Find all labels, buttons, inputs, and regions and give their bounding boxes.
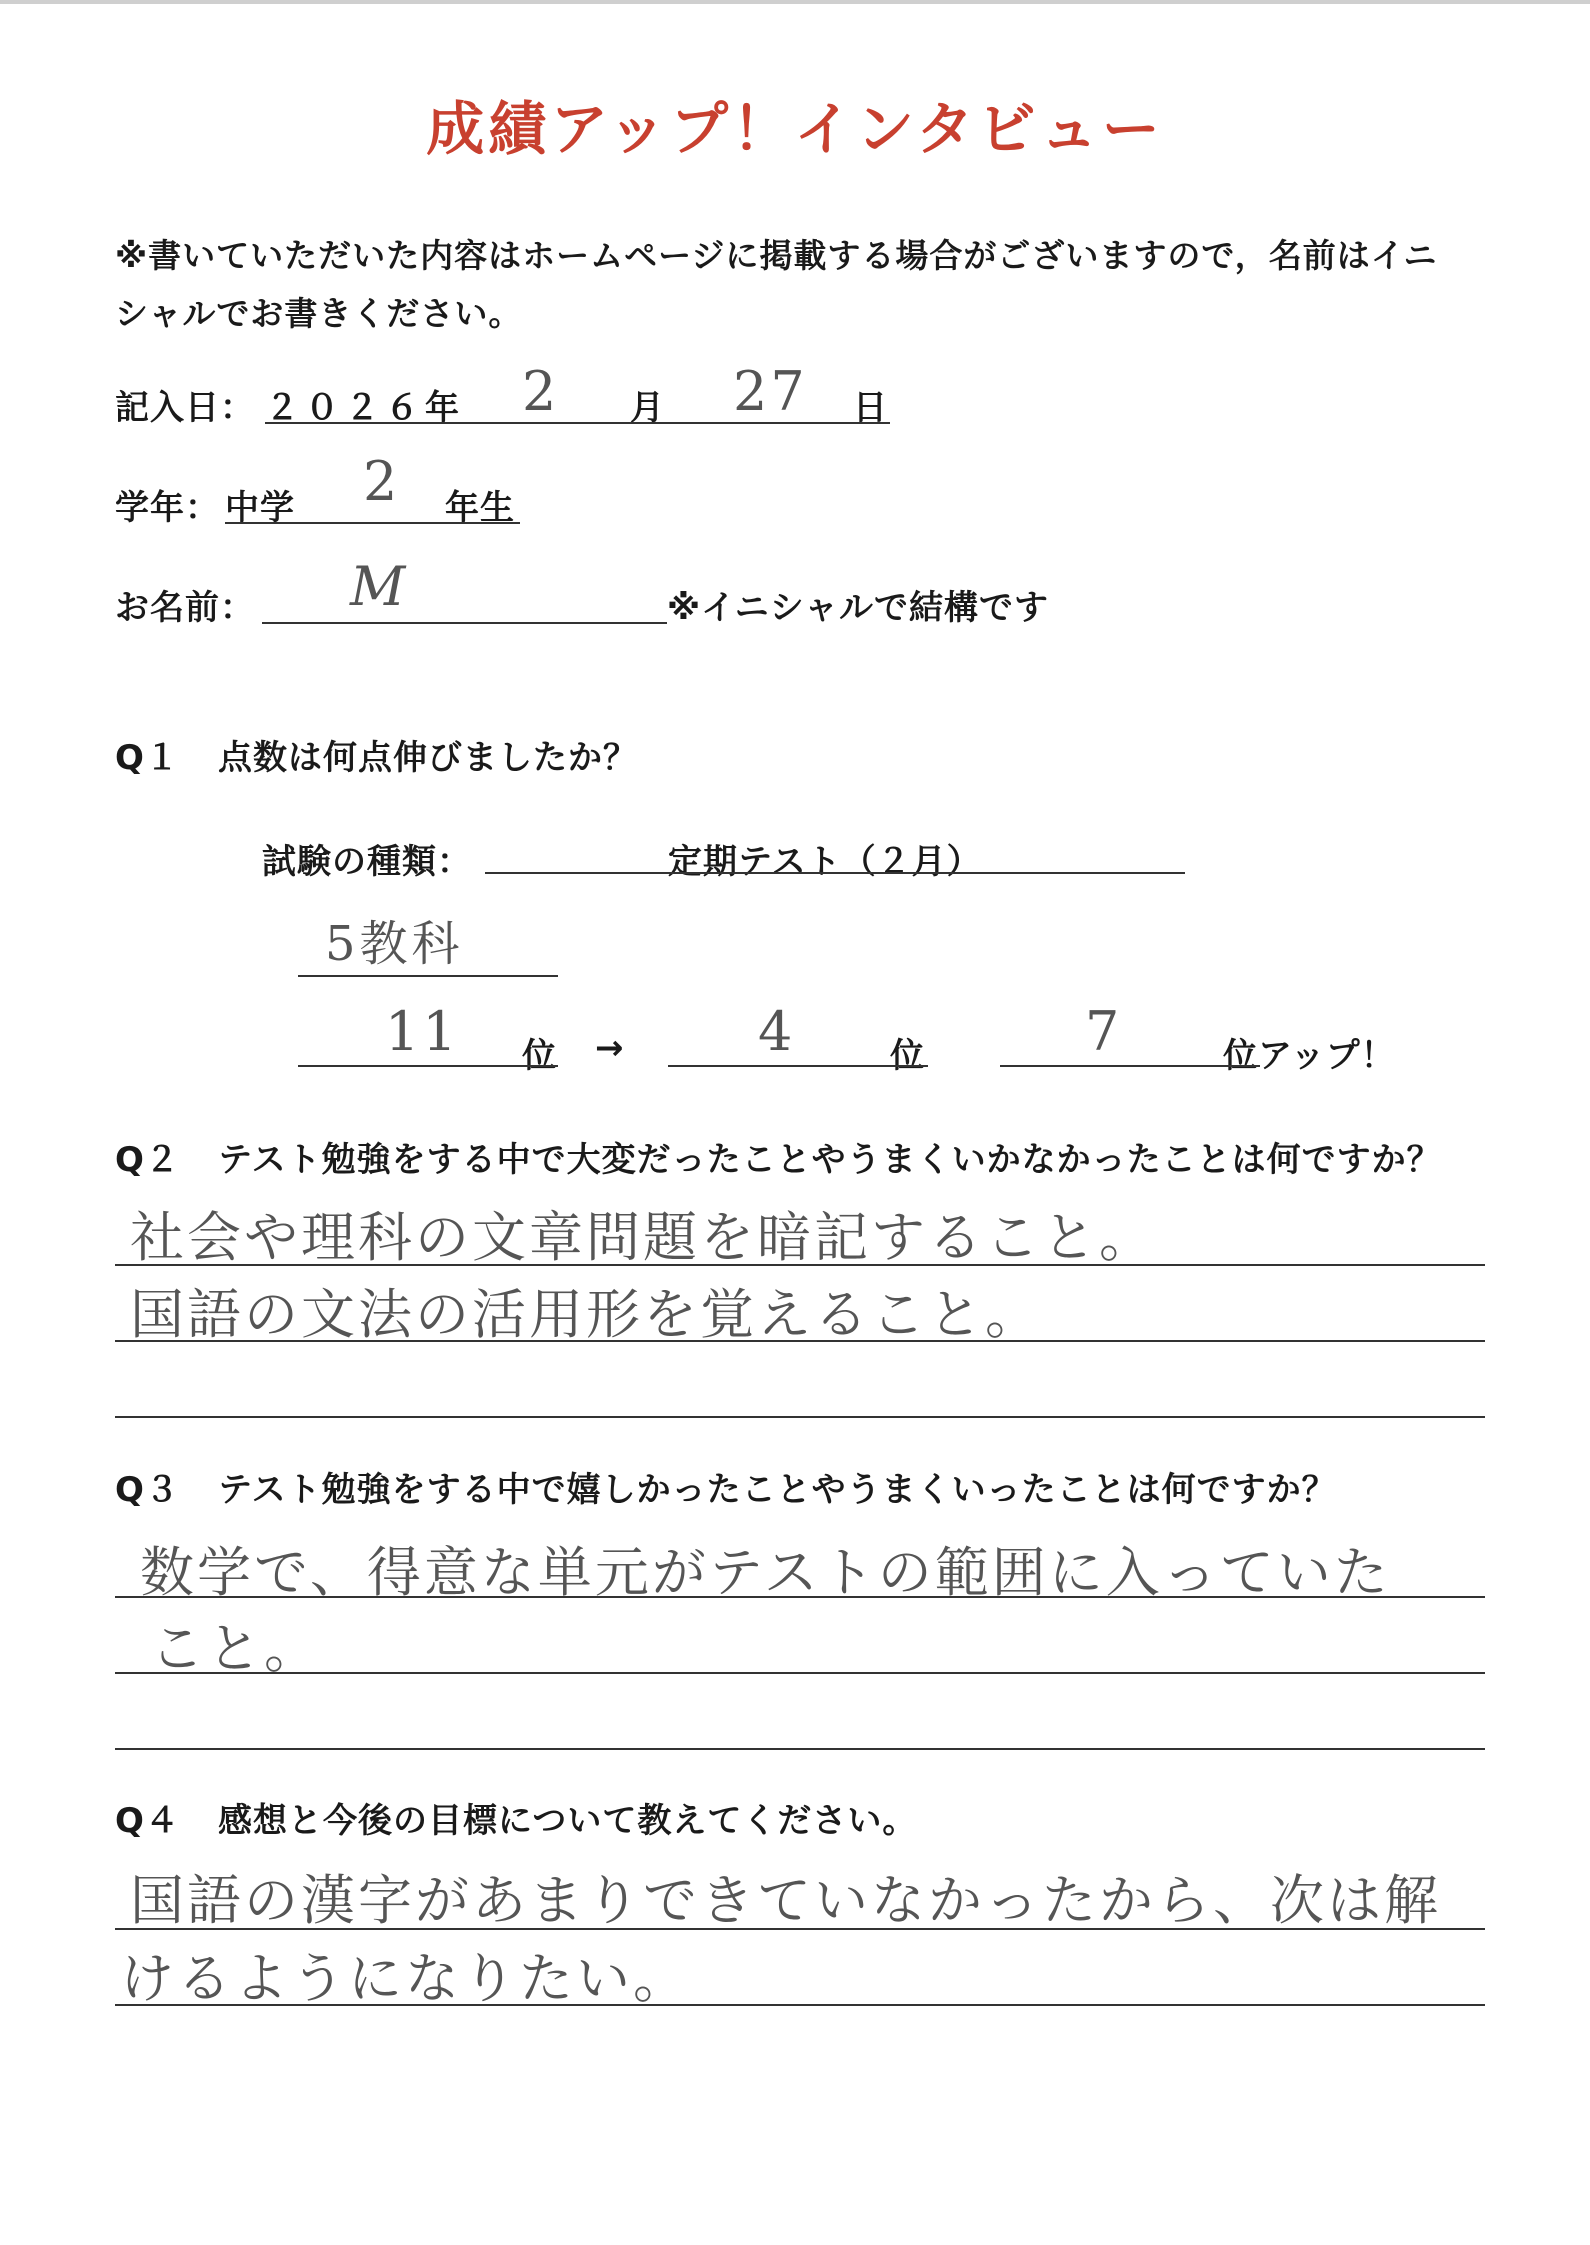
date-month-value[interactable]: 2: [522, 360, 560, 423]
q4-question: 感想と今後の目標について教えてください。: [218, 1801, 918, 1841]
date-label: 記入日：: [115, 388, 255, 428]
date-year: ２０２６年: [265, 388, 465, 428]
rank-before-underline: [298, 1065, 558, 1067]
rank-up-underline: [1000, 1065, 1260, 1067]
date-day-value[interactable]: 27: [733, 360, 808, 423]
q2-answer-rule-3: [115, 1416, 1485, 1418]
exam-type-label: 試験の種類：: [262, 842, 472, 882]
q2-number: Q２: [115, 1140, 180, 1180]
exam-type-underline: [485, 872, 1185, 874]
grade-value[interactable]: 2: [363, 450, 401, 513]
q3-number: Q３: [115, 1470, 180, 1510]
name-note: ※イニシャルで結構です: [667, 588, 1050, 628]
q4-answer-line-2[interactable]: けるようになりたい。: [120, 1947, 690, 2010]
date-month-label: 月: [630, 388, 665, 428]
q4-number: Q４: [115, 1801, 180, 1841]
name-underline: [262, 622, 667, 624]
q4-answer-rule-2: [115, 2004, 1485, 2006]
notice-line-1: ※書いていただいた内容はホームページに掲載する場合がございますので，名前はイニ: [115, 236, 1438, 275]
q4-answer-line-1[interactable]: 国語の漢字があまりできていなかったから、次は解: [130, 1869, 1441, 1932]
subject-underline: [298, 975, 558, 977]
q4-answer-rule-1: [115, 1928, 1485, 1930]
q3-answer-rule-2: [115, 1672, 1485, 1674]
q3-question: テスト勉強をする中で嬉しかったことやうまくいったことは何ですか？: [218, 1470, 1337, 1510]
q1-number: Q１: [115, 738, 180, 778]
rank-after-underline: [668, 1065, 928, 1067]
rank-up-label: 位アップ！: [1223, 1036, 1396, 1076]
q3-answer-line-1[interactable]: 数学で、得意な単元がテストの範囲に入っていた: [140, 1541, 1391, 1604]
name-value[interactable]: M: [350, 555, 409, 618]
rank-before[interactable]: 11: [385, 1000, 460, 1063]
rank-after[interactable]: 4: [758, 1000, 796, 1063]
page-title: 成績アップ！インタビュー: [426, 95, 1164, 163]
q2-answer-rule-2: [115, 1340, 1485, 1342]
grade-suffix: 年生: [445, 488, 515, 528]
grade-underline: [225, 522, 520, 524]
q2-answer-line-2[interactable]: 国語の文法の活用形を覚えること。: [130, 1283, 1042, 1346]
rank-before-label: 位: [522, 1036, 557, 1076]
q3-answer-rule-3: [115, 1748, 1485, 1750]
scan-top-edge: [0, 0, 1590, 4]
notice-line-2: シャルでお書きください。: [115, 294, 523, 333]
q3-answer-rule-1: [115, 1596, 1485, 1598]
rank-after-label: 位: [890, 1036, 925, 1076]
grade-prefix: 中学: [225, 488, 295, 528]
exam-type-value: 定期テスト（２月）: [668, 842, 982, 882]
rank-up-value[interactable]: 7: [1085, 1000, 1123, 1063]
q2-question: テスト勉強をする中で大変だったことやうまくいかなかったことは何ですか？: [218, 1140, 1442, 1180]
name-label: お名前：: [115, 588, 255, 628]
grade-label: 学年：: [115, 488, 220, 528]
q1-subject[interactable]: 5教科: [325, 916, 464, 972]
q1-question: 点数は何点伸びましたか？: [218, 738, 638, 778]
q2-answer-line-1[interactable]: 社会や理科の文章問題を暗記すること。: [130, 1206, 1156, 1269]
q2-answer-rule-1: [115, 1264, 1485, 1266]
q3-answer-line-2[interactable]: こと。: [150, 1617, 321, 1680]
date-underline: [265, 422, 890, 424]
rank-arrow: →: [595, 1028, 625, 1068]
date-day-label: 日: [853, 388, 888, 428]
